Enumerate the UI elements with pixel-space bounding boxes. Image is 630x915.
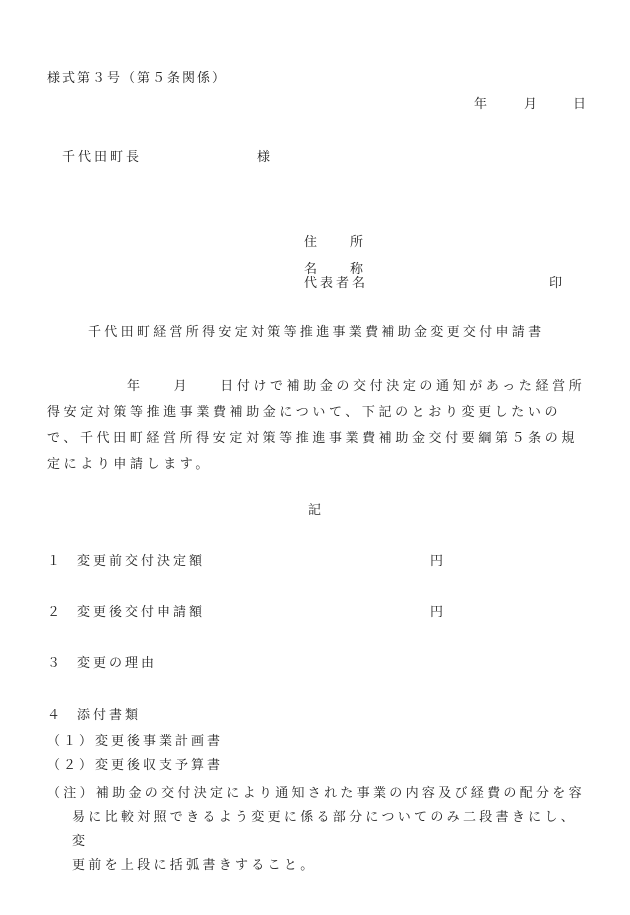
applicant-representative-label: 代表者名	[304, 276, 369, 291]
form-number: 様式第３号（第５条関係）	[47, 71, 228, 86]
item-unit: 円	[430, 554, 447, 569]
date-day-label: 日	[573, 97, 590, 112]
note-line: 易に比較対照できるよう変更に係る部分についてのみ二段書きにし、変	[72, 810, 578, 849]
document-title: 千代田町経営所得安定対策等推進事業費補助金変更交付申請書	[88, 325, 545, 340]
note-line: （注）補助金の交付決定により通知された事業の内容及び経費の配分を容	[47, 786, 585, 801]
attachment-item: （１）変更後事業計画書	[47, 734, 224, 749]
body-year: 年	[127, 379, 144, 394]
item-label: 添付書類	[77, 708, 142, 723]
attachment-item: （２）変更後収支予算書	[47, 758, 224, 773]
item-number: ４	[47, 708, 64, 723]
note-line: 更前を上段に括弧書きすること。	[72, 858, 317, 873]
item-label: 変更後交付申請額	[77, 605, 206, 620]
item-number: ３	[47, 656, 64, 671]
item-number: ２	[47, 605, 64, 620]
addressee-name: 千代田町長	[62, 150, 143, 165]
applicant-address-label: 住 所	[304, 235, 364, 250]
applicant-name-label: 名 称	[304, 262, 364, 277]
item-label: 変更の理由	[77, 656, 158, 671]
date-month-label: 月	[524, 97, 541, 112]
body-month: 月	[173, 379, 191, 394]
date-year-label: 年	[474, 97, 491, 112]
item-label: 変更前交付決定額	[77, 554, 206, 569]
addressee	[62, 150, 274, 166]
item-number: １	[47, 554, 64, 569]
addressee-honorific: 様	[257, 150, 274, 165]
body-text: 日付けで補助金の交付決定の通知があった経営所得安定対策等推進事業費補助金について、下記のとおり変更したいので、千代田町経営所得安定対策等推進事業費補助金交付要綱第５条の規定により申請します。	[47, 379, 586, 472]
ki-heading: 記	[308, 503, 325, 518]
note-paragraph	[47, 782, 592, 878]
item-unit: 円	[430, 605, 447, 620]
seal-mark: 印	[549, 276, 566, 291]
body-paragraph	[47, 374, 587, 478]
